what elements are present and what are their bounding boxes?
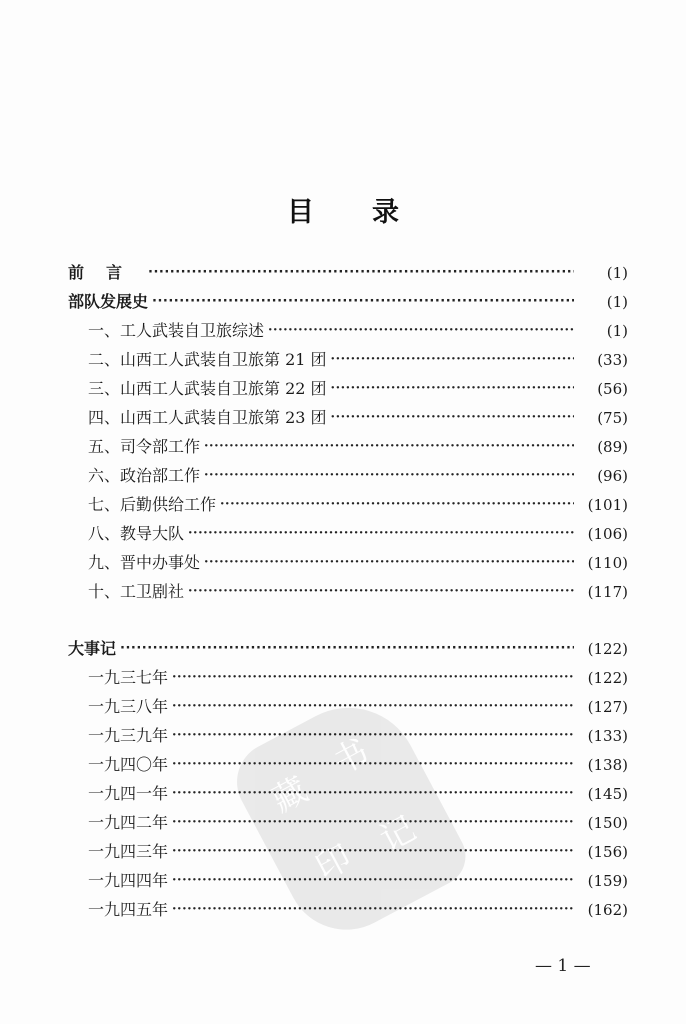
toc-entry[interactable] (68, 548, 628, 577)
toc-entry[interactable] (68, 692, 628, 721)
toc-page-number: (1) (606, 293, 628, 311)
toc-entry-label: 七、后勤供给工作 (88, 495, 217, 514)
toc-entry-label: 一九四三年 (88, 842, 169, 861)
toc-entry[interactable] (68, 837, 628, 866)
dot-leader (172, 806, 574, 837)
seal-char: 藏 (265, 769, 315, 822)
dot-leader (152, 285, 574, 316)
toc-entry-label: 四、山西工人武装自卫旅第 23 团 (88, 408, 327, 427)
dot-leader (120, 632, 574, 663)
seal-char: 记 (373, 808, 423, 860)
dot-leader (172, 777, 574, 808)
table-of-contents (68, 258, 628, 924)
toc-entry[interactable] (68, 374, 628, 403)
dot-leader (172, 719, 574, 750)
toc-entry[interactable] (68, 866, 628, 895)
toc-page-number: (122) (587, 640, 628, 658)
toc-entry[interactable] (68, 895, 628, 924)
toc-page-number: (122) (587, 669, 628, 687)
toc-page-number: (156) (587, 843, 628, 861)
toc-page-number: (133) (587, 727, 628, 745)
dot-leader (172, 690, 574, 721)
dot-leader (331, 372, 574, 403)
toc-entry[interactable] (68, 779, 628, 808)
dot-leader (204, 546, 574, 577)
toc-page-number: (138) (587, 756, 628, 774)
seal-char: 书 (326, 731, 376, 783)
toc-entry[interactable] (68, 432, 628, 461)
toc-page-number: (75) (597, 409, 628, 427)
dot-leader (204, 459, 574, 490)
dot-leader (331, 343, 574, 374)
toc-entry[interactable] (68, 403, 628, 432)
toc-entry[interactable] (68, 345, 628, 374)
toc-entry-label: 部队发展史 (68, 292, 149, 311)
dot-leader (172, 748, 574, 779)
title-char: 录 (372, 197, 457, 228)
toc-page-number: (145) (587, 785, 628, 803)
toc-page-number: (150) (587, 814, 628, 832)
toc-page-number: (110) (587, 554, 628, 572)
toc-entry-label: 八、教导大队 (88, 524, 185, 543)
toc-entry-label: 一九三九年 (88, 726, 169, 745)
toc-entry[interactable] (68, 750, 628, 779)
dot-leader (204, 430, 574, 461)
toc-page-number: (101) (587, 496, 628, 514)
toc-entry-label: 一、工人武装自卫旅综述 (88, 321, 265, 340)
toc-entry[interactable] (68, 490, 628, 519)
toc-entry-label: 六、政治部工作 (88, 466, 201, 485)
toc-entry[interactable] (68, 461, 628, 490)
toc-page-number: (159) (587, 872, 628, 890)
dot-leader (148, 256, 574, 287)
toc-section-chronicle[interactable] (68, 634, 628, 663)
page-number-footer: — 1 — (535, 956, 591, 976)
toc-page-number: (1) (606, 322, 628, 340)
toc-entry-label: 一九三八年 (88, 697, 169, 716)
seal-char: 印 (309, 837, 359, 889)
toc-page-number: (96) (597, 467, 628, 485)
toc-page-number: (56) (597, 380, 628, 398)
toc-entry-label: 一九四五年 (88, 900, 169, 919)
toc-entry[interactable] (68, 663, 628, 692)
dot-leader (268, 314, 574, 345)
toc-entry[interactable] (68, 721, 628, 750)
dot-leader (172, 835, 574, 866)
toc-page-number: (33) (597, 351, 628, 369)
dot-leader (172, 893, 574, 924)
dot-leader (188, 517, 574, 548)
toc-page-number: (162) (587, 901, 628, 919)
toc-entry-preface[interactable] (68, 258, 628, 287)
toc-page-number: (106) (587, 525, 628, 543)
dot-leader (331, 401, 574, 432)
toc-entry-label: 五、司令部工作 (88, 437, 201, 456)
toc-entry[interactable] (68, 808, 628, 837)
toc-entry-label: 前言 (68, 263, 145, 282)
toc-entry-label: 一九四一年 (88, 784, 169, 803)
dot-leader (172, 864, 574, 895)
toc-entry-label: 一九四〇年 (88, 755, 169, 774)
toc-entry-label: 十、工卫剧社 (88, 582, 185, 601)
toc-entry-label: 二、山西工人武装自卫旅第 21 团 (88, 350, 327, 369)
dot-leader (172, 661, 574, 692)
toc-entry[interactable] (68, 519, 628, 548)
section-spacer (68, 606, 628, 634)
page-title (0, 190, 686, 229)
title-char: 目 (287, 197, 372, 228)
toc-entry[interactable] (68, 577, 628, 606)
toc-entry-label: 一九四二年 (88, 813, 169, 832)
toc-entry-label: 三、山西工人武装自卫旅第 22 团 (88, 379, 327, 398)
toc-page-number: (127) (587, 698, 628, 716)
toc-page-number: (117) (587, 583, 628, 601)
toc-section-history[interactable] (68, 287, 628, 316)
toc-entry-label: 大事记 (68, 639, 117, 658)
toc-entry-label: 一九四四年 (88, 871, 169, 890)
toc-entry-label: 九、晋中办事处 (88, 553, 201, 572)
toc-page-number: (89) (597, 438, 628, 456)
toc-entry[interactable] (68, 316, 628, 345)
toc-page-number: (1) (606, 264, 628, 282)
dot-leader (188, 575, 574, 606)
dot-leader (220, 488, 574, 519)
toc-entry-label: 一九三七年 (88, 668, 169, 687)
